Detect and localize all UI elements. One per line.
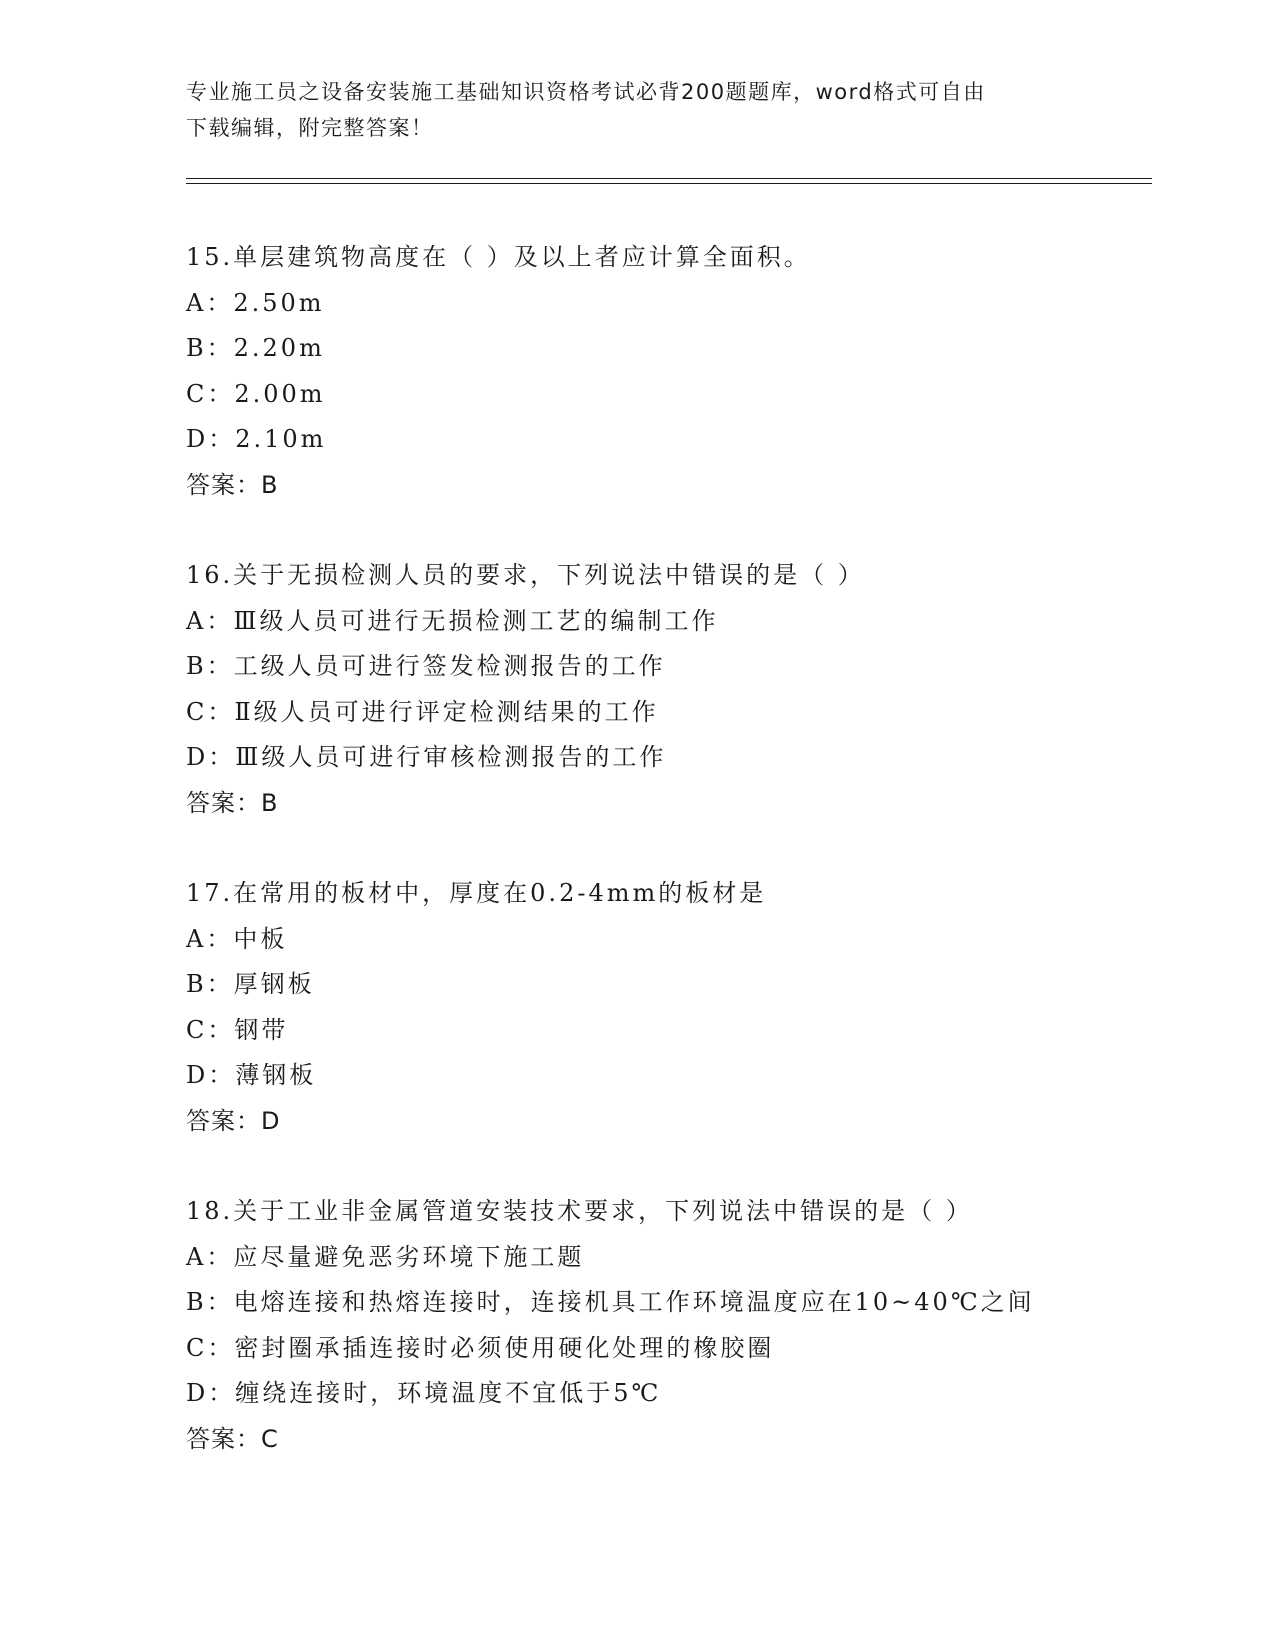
option-a: A：Ⅲ级人员可进行无损检测工艺的编制工作 — [186, 606, 719, 635]
option-b: B：电熔连接和热熔连接时，连接机具工作环境温度应在10~40℃之间 — [186, 1288, 1035, 1316]
question-16 — [186, 553, 1186, 826]
option-a: A：中板 — [186, 924, 288, 953]
question-17 — [186, 871, 1186, 1144]
option-d: D：Ⅲ级人员可进行审核检测报告的工作 — [186, 743, 667, 771]
option-c: C：密封圈承插连接时必须使用硬化处理的橡胶圈 — [186, 1333, 775, 1362]
question-15 — [186, 235, 1186, 508]
option-a: A：2.50m — [186, 288, 325, 317]
question-stem: 16.关于无损检测人员的要求，下列说法中错误的是（ ） — [186, 561, 865, 589]
question-stem: 18.关于工业非金属管道安装技术要求，下列说法中错误的是（ ） — [186, 1197, 973, 1225]
option-b: B：厚钢板 — [186, 970, 315, 998]
header-line-2: 下载编辑，附完整答案！ — [186, 116, 434, 140]
option-d: D：缠绕连接时，环境温度不宜低于5℃ — [186, 1379, 662, 1407]
option-c: C：2.00m — [186, 379, 326, 408]
header-divider-top — [186, 178, 1152, 179]
document-header — [186, 74, 1086, 146]
option-c: C：Ⅱ级人员可进行评定检测结果的工作 — [186, 697, 659, 726]
option-b: B：工级人员可进行签发检测报告的工作 — [186, 652, 666, 680]
option-c: C：钢带 — [186, 1015, 289, 1044]
answer: 答案：B — [186, 788, 279, 817]
option-a: A：应尽量避免恶劣环境下施工题 — [186, 1242, 585, 1271]
header-line-1: 专业施工员之设备安装施工基础知识资格考试必背200题题库，word格式可自由 — [186, 80, 986, 104]
option-b: B：2.20m — [186, 334, 325, 362]
answer: 答案：D — [186, 1106, 281, 1135]
option-d: D：薄钢板 — [186, 1061, 317, 1089]
question-stem: 15.单层建筑物高度在（ ）及以上者应计算全面积。 — [186, 243, 811, 271]
question-18 — [186, 1189, 1186, 1462]
answer: 答案：B — [186, 470, 279, 499]
answer: 答案：C — [186, 1424, 279, 1453]
header-divider-bottom — [186, 183, 1152, 184]
question-stem: 17.在常用的板材中，厚度在0.2-4mm的板材是 — [186, 879, 767, 907]
option-d: D：2.10m — [186, 425, 327, 453]
